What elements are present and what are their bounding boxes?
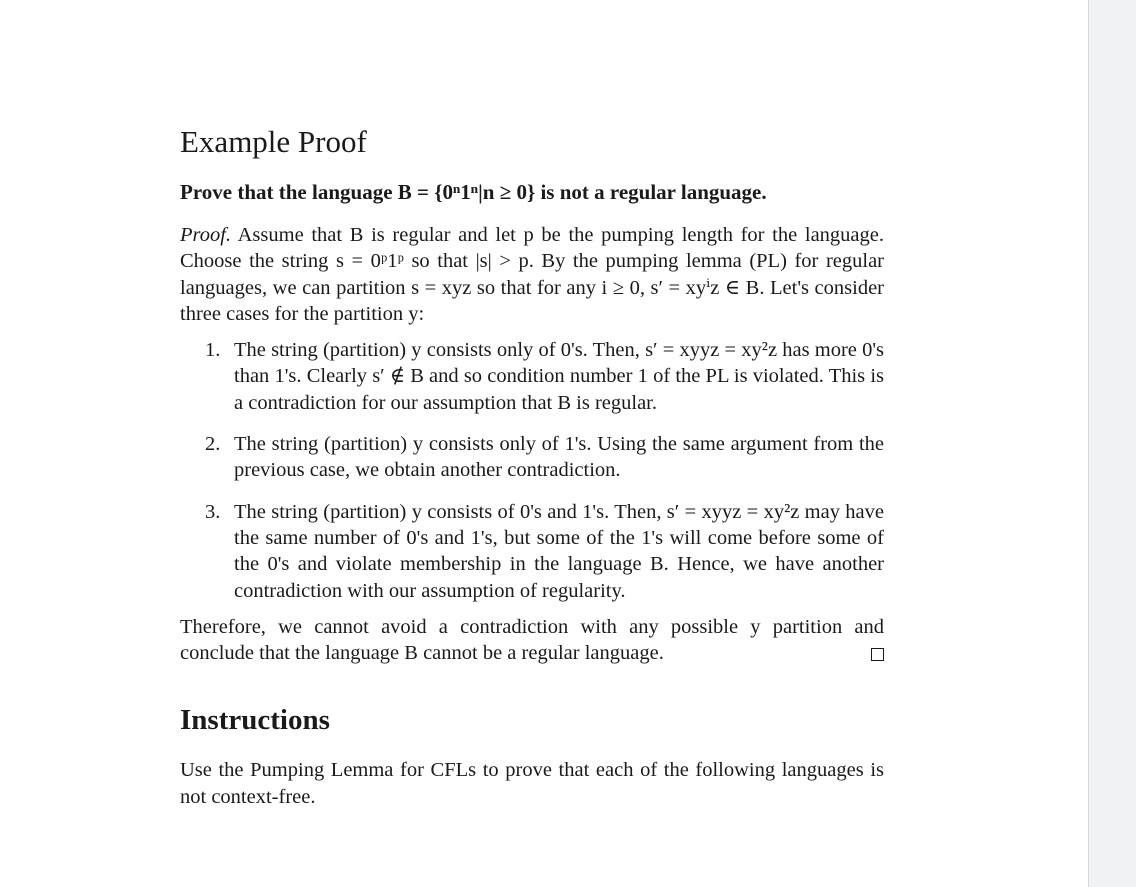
proof-label: Proof. <box>180 224 232 246</box>
problem-statement: Prove that the language B = {0ⁿ1ⁿ|n ≥ 0} is not a regular language. <box>180 180 767 204</box>
section-title-example-proof: Example Proof <box>180 124 367 159</box>
list-item-number: 3. <box>205 500 221 523</box>
list-item <box>180 499 884 604</box>
proof-conclusion-text: Therefore, we cannot avoid a contradiction with any possible y partition and conclude that the language B cannot be a regular language. <box>180 615 884 665</box>
document-content <box>180 122 884 810</box>
list-item-number: 2. <box>205 433 221 456</box>
list-item <box>180 431 884 484</box>
list-item-text: The string (partition) y consists of 0's and 1's. Then, s′ = xyyz = xy²z may have the same number of 0's and 1's, but some of the 1's will come before some of the 0's and violate membership in the language B. Hence, we have another contradiction with our assumption of regularity. <box>234 500 884 602</box>
list-item-text: The string (partition) y consists only of 1's. Using the same argument from the previous case, we obtain another contradiction. <box>234 433 884 482</box>
proof-intro-text: Assume that B is regular and let p be the pumping length for the language. Choose the string s = 0ᵖ1ᵖ so that |s| > p. By the pumping lemma (PL) for regular languages, we can partition s = xyz so that for any i ≥ 0, s′ = xyⁱz ∈ B. Let's consider three cases for the partition y: <box>180 224 885 325</box>
cases-list <box>180 337 884 604</box>
qed-square-icon <box>871 648 884 661</box>
list-item-text: The string (partition) y consists only of 0's. Then, s′ = xyyz = xy²z has more 0's than 1's. Clearly s′ ∉ B and so condition number 1 of the PL is violated. This is a contradiction for our assumption that B is regular. <box>234 339 884 414</box>
proof-intro <box>180 222 884 327</box>
proof-conclusion <box>180 614 884 667</box>
list-item <box>180 337 884 416</box>
right-sidebar <box>1088 0 1136 887</box>
instructions-text: Use the Pumping Lemma for CFLs to prove that each of the following languages is not context-free. <box>180 759 884 808</box>
list-item-number: 1. <box>205 339 221 362</box>
section-title-instructions: Instructions <box>180 704 330 737</box>
